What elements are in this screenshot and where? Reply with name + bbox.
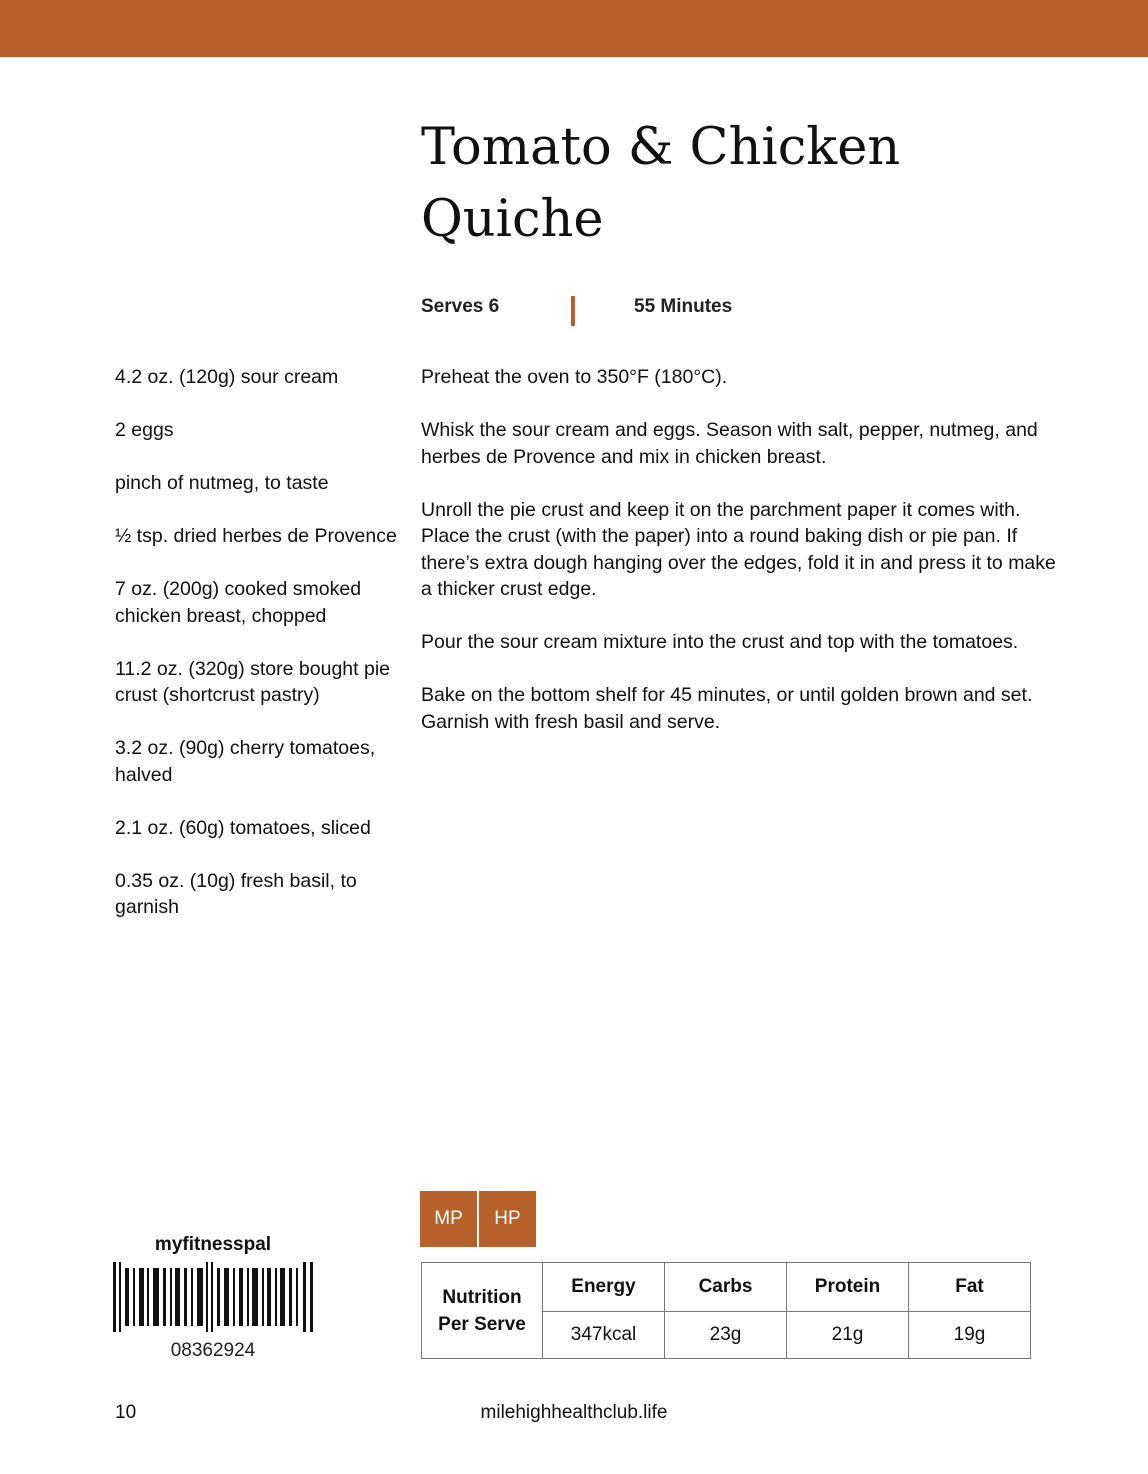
ingredient-item: 2 eggs [115,419,174,441]
recipe-title [421,112,1061,256]
nutrition-col-protein: Protein [787,1263,909,1312]
ingredient-item: 0.35 oz. (10g) fresh basil, to garnish [115,869,357,918]
ingredient-item: pinch of nutmeg, to taste [115,472,329,494]
nutrition-value-carbs: 23g [665,1312,787,1359]
meta-divider [571,296,575,326]
footer-url[interactable]: milehighhealthclub.life [480,1402,668,1423]
top-accent-bar [0,0,1148,57]
recipe-title-line1: Tomato & Chicken [421,118,901,177]
method-step: Preheat the oven to 350°F (180°C). [421,366,728,388]
page-number: 10 [115,1402,137,1423]
recipe-title-line2: Quiche [421,190,604,249]
method-step: Unroll the pie crust and keep it on the parchment paper it comes with. Place the crust (with the paper) into a round baking dish or pie pan. If there’s extra dough hanging over the edges, fold it in and press it to make a thicker crust edge. [421,498,1056,600]
nutrition-row-header-line2: Per Serve [438,1313,526,1335]
barcode-number: 08362924 [170,1340,256,1361]
ingredient-item: 2.1 oz. (60g) tomatoes, sliced [115,816,371,839]
nutrition-col-energy: Energy [543,1263,665,1312]
nutrition-col-carbs: Carbs [665,1263,787,1312]
nutrition-header-row [422,1263,1031,1312]
barcode-icon [113,1262,313,1332]
nutrition-row-header [422,1263,543,1359]
nutrition-row-header-line1: Nutrition [442,1286,522,1308]
ingredients-list [115,364,415,947]
time-label: 55 Minutes [634,296,733,317]
nutrition-value-energy: 347kcal [543,1312,665,1359]
tab-hp[interactable]: HP [479,1191,536,1247]
ingredient-item: 4.2 oz. (120g) sour cream [115,366,339,388]
method-steps [421,364,1061,762]
plan-tabs [420,1191,536,1247]
method-step: Whisk the sour cream and eggs. Season with salt, pepper, nutmeg, and herbes de Provence and mix in chicken breast. [421,419,1038,468]
nutrition-value-fat: 19g [909,1312,1031,1359]
ingredient-item: 7 oz. (200g) cooked smoked chicken breast, chopped [115,578,362,627]
ingredient-item: 11.2 oz. (320g) store bought pie crust (shortcrust pastry) [115,657,390,706]
nutrition-table [421,1262,1031,1359]
tab-mp[interactable]: MP [420,1191,477,1247]
nutrition-col-fat: Fat [909,1263,1031,1312]
myfitnesspal-label: myfitnesspal [154,1234,272,1255]
ingredient-item: 3.2 oz. (90g) cherry tomatoes, halved [115,737,376,786]
ingredient-item: ½ tsp. dried herbes de Provence [115,525,397,547]
method-step: Pour the sour cream mixture into the crust and top with the tomatoes. [421,631,1019,653]
method-step: Bake on the bottom shelf for 45 minutes, or until golden brown and set. Garnish with fresh basil and serve. [421,684,1033,733]
nutrition-value-protein: 21g [787,1312,909,1359]
serves-label: Serves 6 [421,296,500,317]
